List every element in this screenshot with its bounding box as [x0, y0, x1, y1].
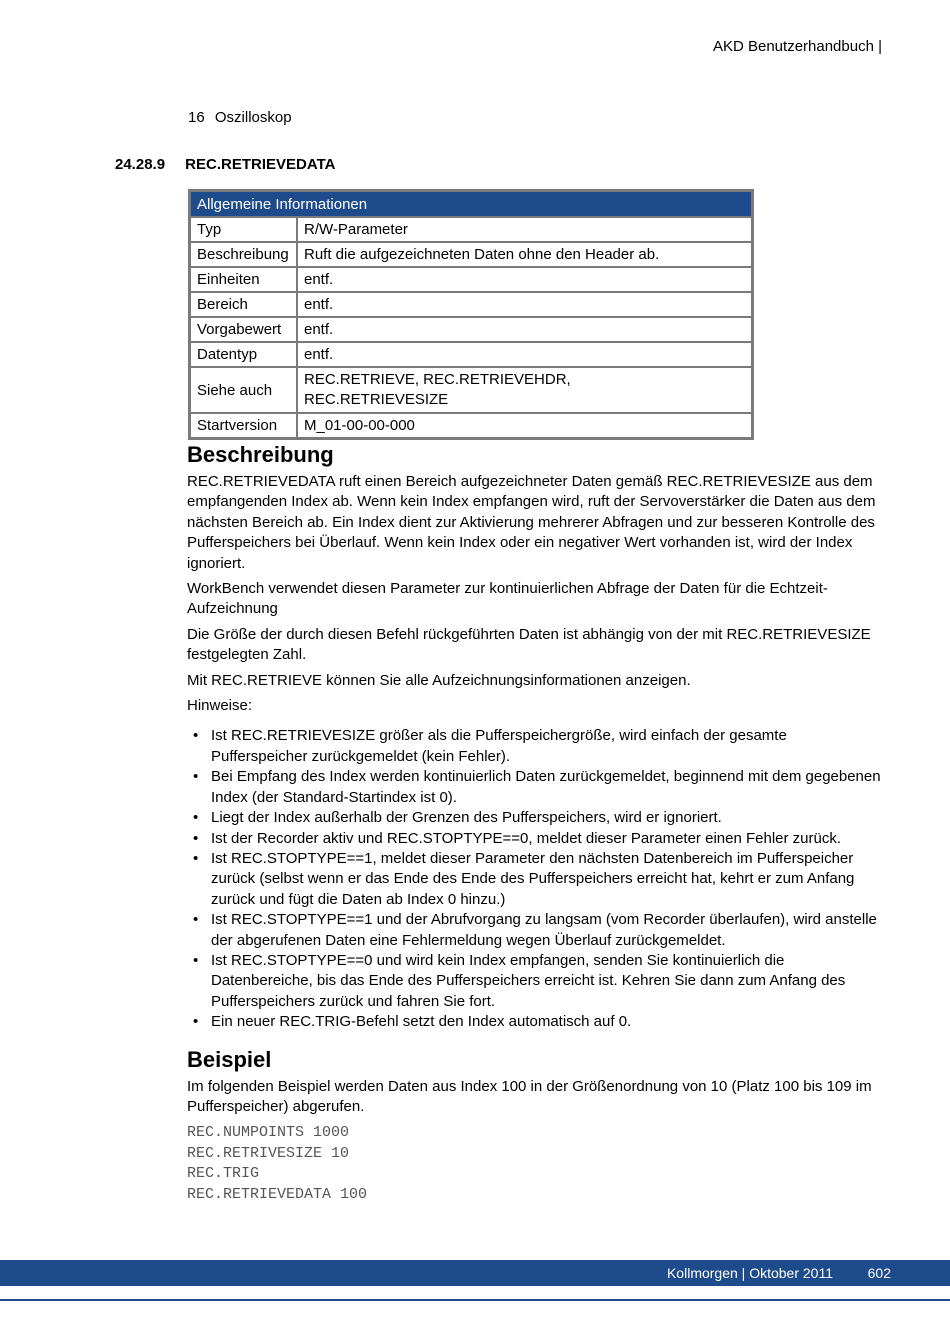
- section-number: 24.28.9: [115, 156, 166, 173]
- chapter-heading: [188, 109, 292, 126]
- table-row: [190, 317, 752, 342]
- notes-list: [187, 726, 887, 1032]
- list-item: [187, 726, 887, 767]
- list-item-text: Ein neuer REC.TRIG-Befehl setzt den Index automatisch auf 0.: [211, 1013, 632, 1031]
- row-value: M_01-00-00-000: [297, 413, 752, 438]
- bullet-icon: •: [193, 809, 199, 827]
- page-number: 602: [867, 1265, 891, 1281]
- section-heading: [115, 156, 335, 173]
- list-item: [187, 1012, 887, 1032]
- bullet-icon: •: [193, 727, 199, 745]
- list-item: [187, 951, 887, 1012]
- row-key: Vorgabewert: [190, 317, 297, 342]
- row-value-line: REC.RETRIEVE, REC.RETRIEVEHDR,: [304, 371, 571, 388]
- row-key: Siehe auch: [190, 367, 297, 413]
- bullet-icon: •: [193, 768, 199, 786]
- row-value-line: REC.RETRIEVESIZE: [304, 391, 449, 408]
- row-value: R/W-Parameter: [297, 217, 752, 242]
- table-row: [190, 292, 752, 317]
- list-item: [187, 829, 887, 849]
- paragraph: Mit REC.RETRIEVE können Sie alle Aufzeichnungsinformationen anzeigen.: [187, 671, 691, 689]
- main-content: [187, 438, 887, 1205]
- row-key: Bereich: [190, 292, 297, 317]
- code-line: REC.RETRIEVEDATA 100: [187, 1185, 368, 1203]
- bullet-icon: •: [193, 911, 199, 929]
- example-text: Im folgenden Beispiel werden Daten aus Index 100 in der Größenordnung von 10 (Platz 100 bis 109 im Pufferspeicher) abgerufen.: [187, 1077, 872, 1115]
- manual-title: AKD Benutzerhandbuch |: [712, 38, 882, 55]
- table-row: [190, 342, 752, 367]
- row-key: Einheiten: [190, 267, 297, 292]
- table-row: [190, 413, 752, 438]
- row-value: entf.: [297, 342, 752, 367]
- table-row: [190, 367, 752, 413]
- table-row: [190, 242, 752, 267]
- row-key: Typ: [190, 217, 297, 242]
- bullet-icon: •: [193, 1013, 199, 1031]
- list-item-text: Bei Empfang des Index werden kontinuierlich Daten zurückgemeldet, beginnend mit dem gegebenen Index (der Standard-Startindex ist 0).: [211, 768, 881, 806]
- code-line: REC.TRIG: [187, 1165, 260, 1183]
- example-heading: Beispiel: [187, 1046, 272, 1072]
- list-item: [187, 767, 887, 808]
- footer-bar: [0, 1260, 950, 1286]
- bullet-icon: •: [193, 829, 199, 847]
- row-key: Startversion: [190, 413, 297, 438]
- list-item-text: Ist REC.STOPTYPE==1, meldet dieser Parameter den nächsten Datenbereich im Pufferspeicher zurück (selbst wenn er das Ende des Ende des Pufferspeichers erreicht hat, kehrt er zum Anfang zurück und fügt die Daten ab Index 0 hinzu.): [211, 849, 855, 908]
- code-block: [187, 1123, 887, 1205]
- list-item: [187, 849, 887, 910]
- section-title: REC.RETRIEVEDATA: [185, 156, 336, 173]
- row-value: [297, 367, 752, 413]
- row-value: Ruft die aufgezeichneten Daten ohne den Header ab.: [297, 242, 752, 267]
- row-value: entf.: [297, 292, 752, 317]
- paragraph: REC.RETRIEVEDATA ruft einen Bereich aufgezeichneter Daten gemäß REC.RETRIEVESIZE aus dem empfangenden Index ab. Wenn kein Index empfangen wird, ruft der Servoverstärker die Daten aus dem nächsten Bereich ab. Ein Index dient zur Aktivierung mehrerer Abfragen und zur besseren Kontrolle des Pufferspeichers bei Überlauf. Wenn kein Index oder ein negativer Wert vorhanden ist, wird der Index ignoriert.: [187, 473, 876, 572]
- row-key: Datentyp: [190, 342, 297, 367]
- footer-text: Kollmorgen | Oktober 2011: [666, 1265, 833, 1281]
- list-item-text: Ist REC.RETRIEVESIZE größer als die Pufferspeichergröße, wird einfach der gesamte Pufferspeicher zurückgemeldet (kein Fehler).: [211, 727, 787, 765]
- list-item: [187, 808, 887, 828]
- row-value: entf.: [297, 317, 752, 342]
- table-row: [190, 217, 752, 242]
- chapter-number: 16: [188, 109, 205, 126]
- footer-divider: [0, 1299, 950, 1301]
- table-heading: Allgemeine Informationen: [190, 191, 752, 217]
- list-item: [187, 910, 887, 951]
- table-row: [190, 267, 752, 292]
- paragraph: Die Größe der durch diesen Befehl rückgeführten Daten ist abhängig von der mit REC.RETRIEVESIZE festgelegten Zahl.: [187, 625, 871, 664]
- list-item-text: Ist der Recorder aktiv und REC.STOPTYPE==0, meldet dieser Parameter einen Fehler zurück.: [211, 829, 841, 847]
- list-item-text: Ist REC.STOPTYPE==1 und der Abrufvorgang zu langsam (vom Recorder überlaufen), wird anstelle der abgerufenen Daten eine Fehlermeldung wegen Überlauf zurückgemeldet.: [211, 911, 877, 949]
- code-line: REC.RETRIVESIZE 10: [187, 1144, 350, 1162]
- description-heading: Beschreibung: [187, 442, 334, 467]
- paragraph: Hinweise:: [187, 697, 253, 715]
- list-item-text: Liegt der Index außerhalb der Grenzen des Pufferspeichers, wird er ignoriert.: [211, 809, 722, 827]
- list-item-text: Ist REC.STOPTYPE==0 und wird kein Index empfangen, senden Sie kontinuierlich die Datenbereiche, bis das Ende des Pufferspeichers erreicht ist. Kehren Sie dann zum Anfang des Pufferspeichers zurück und fahren Sie fort.: [211, 951, 846, 1010]
- paragraph: WorkBench verwendet diesen Parameter zur kontinuierlichen Abfrage der Daten für die Echtzeit-Aufzeichnung: [187, 580, 828, 618]
- bullet-icon: •: [193, 849, 199, 867]
- row-key: Beschreibung: [190, 242, 297, 267]
- general-info-table: [188, 189, 754, 440]
- row-value: entf.: [297, 267, 752, 292]
- chapter-title: Oszilloskop: [214, 109, 292, 126]
- code-line: REC.NUMPOINTS 1000: [187, 1124, 350, 1142]
- bullet-icon: •: [193, 951, 199, 969]
